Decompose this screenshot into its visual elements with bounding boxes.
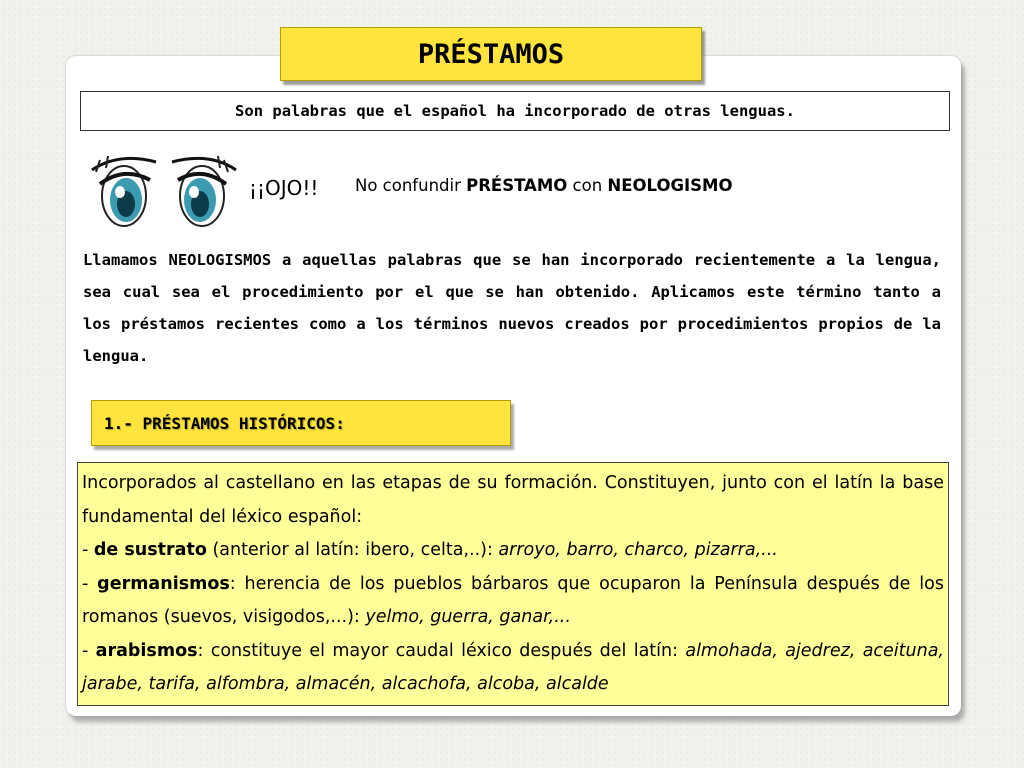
item-desc: : herencia de los pueblos bárbaros que ocuparon la Península después de los romanos (suevos, visigodos,...):: [82, 573, 944, 627]
item-dash: -: [82, 640, 96, 661]
item-dash: -: [82, 540, 94, 560]
neologismos-paragraph: Llamamos NEOLOGISMOS a aquellas palabras que se han incorporado recientemente a la lengua, sea cual sea el procedimiento por el que se han obtenido. Aplicamos este término tanto a los préstamos recientes como a los términos nuevos creados por procedimientos propios de la lengua.: [83, 251, 941, 365]
note-mid: con: [567, 176, 608, 195]
item-examples: almohada, ajedrez, aceituna, jarabe, tarifa, alfombra, almacén, alcachofa, alcoba, alcalde: [82, 640, 944, 694]
historical-loans-box: [77, 462, 949, 706]
item-dash: -: [82, 573, 98, 594]
list-item: [82, 534, 944, 568]
page-title: PRÉSTAMOS: [280, 27, 702, 81]
section-heading: 1.- PRÉSTAMOS HISTÓRICOS:: [91, 400, 511, 446]
note-term-prestamo: PRÉSTAMO: [466, 176, 568, 195]
list-item: [82, 568, 944, 635]
list-item: [82, 635, 944, 702]
item-desc: : constituye el mayor caudal léxico después del latín:: [197, 640, 686, 661]
item-examples: yelmo, guerra, ganar,...: [365, 607, 571, 627]
section-intro: Incorporados al castellano en las etapas de su formación. Constituyen, junto con el latín la base fundamental del léxico español:: [82, 473, 944, 527]
warning-label: ¡¡OJO!!: [249, 176, 319, 200]
item-term: de sustrato: [93, 540, 207, 560]
warning-note: [355, 176, 732, 195]
note-term-neologismo: NEOLOGISMO: [607, 176, 733, 195]
item-term: germanismos: [97, 573, 230, 594]
definition-box: Son palabras que el español ha incorporado de otras lenguas.: [80, 91, 950, 131]
item-examples: arroyo, barro, charco, pizarra,...: [498, 540, 778, 560]
item-desc: (anterior al latín: ibero, celta,..):: [206, 540, 499, 560]
note-prefix: No confundir: [355, 176, 467, 195]
anime-eyes-icon: [88, 154, 240, 234]
item-term: arabismos: [95, 640, 198, 661]
